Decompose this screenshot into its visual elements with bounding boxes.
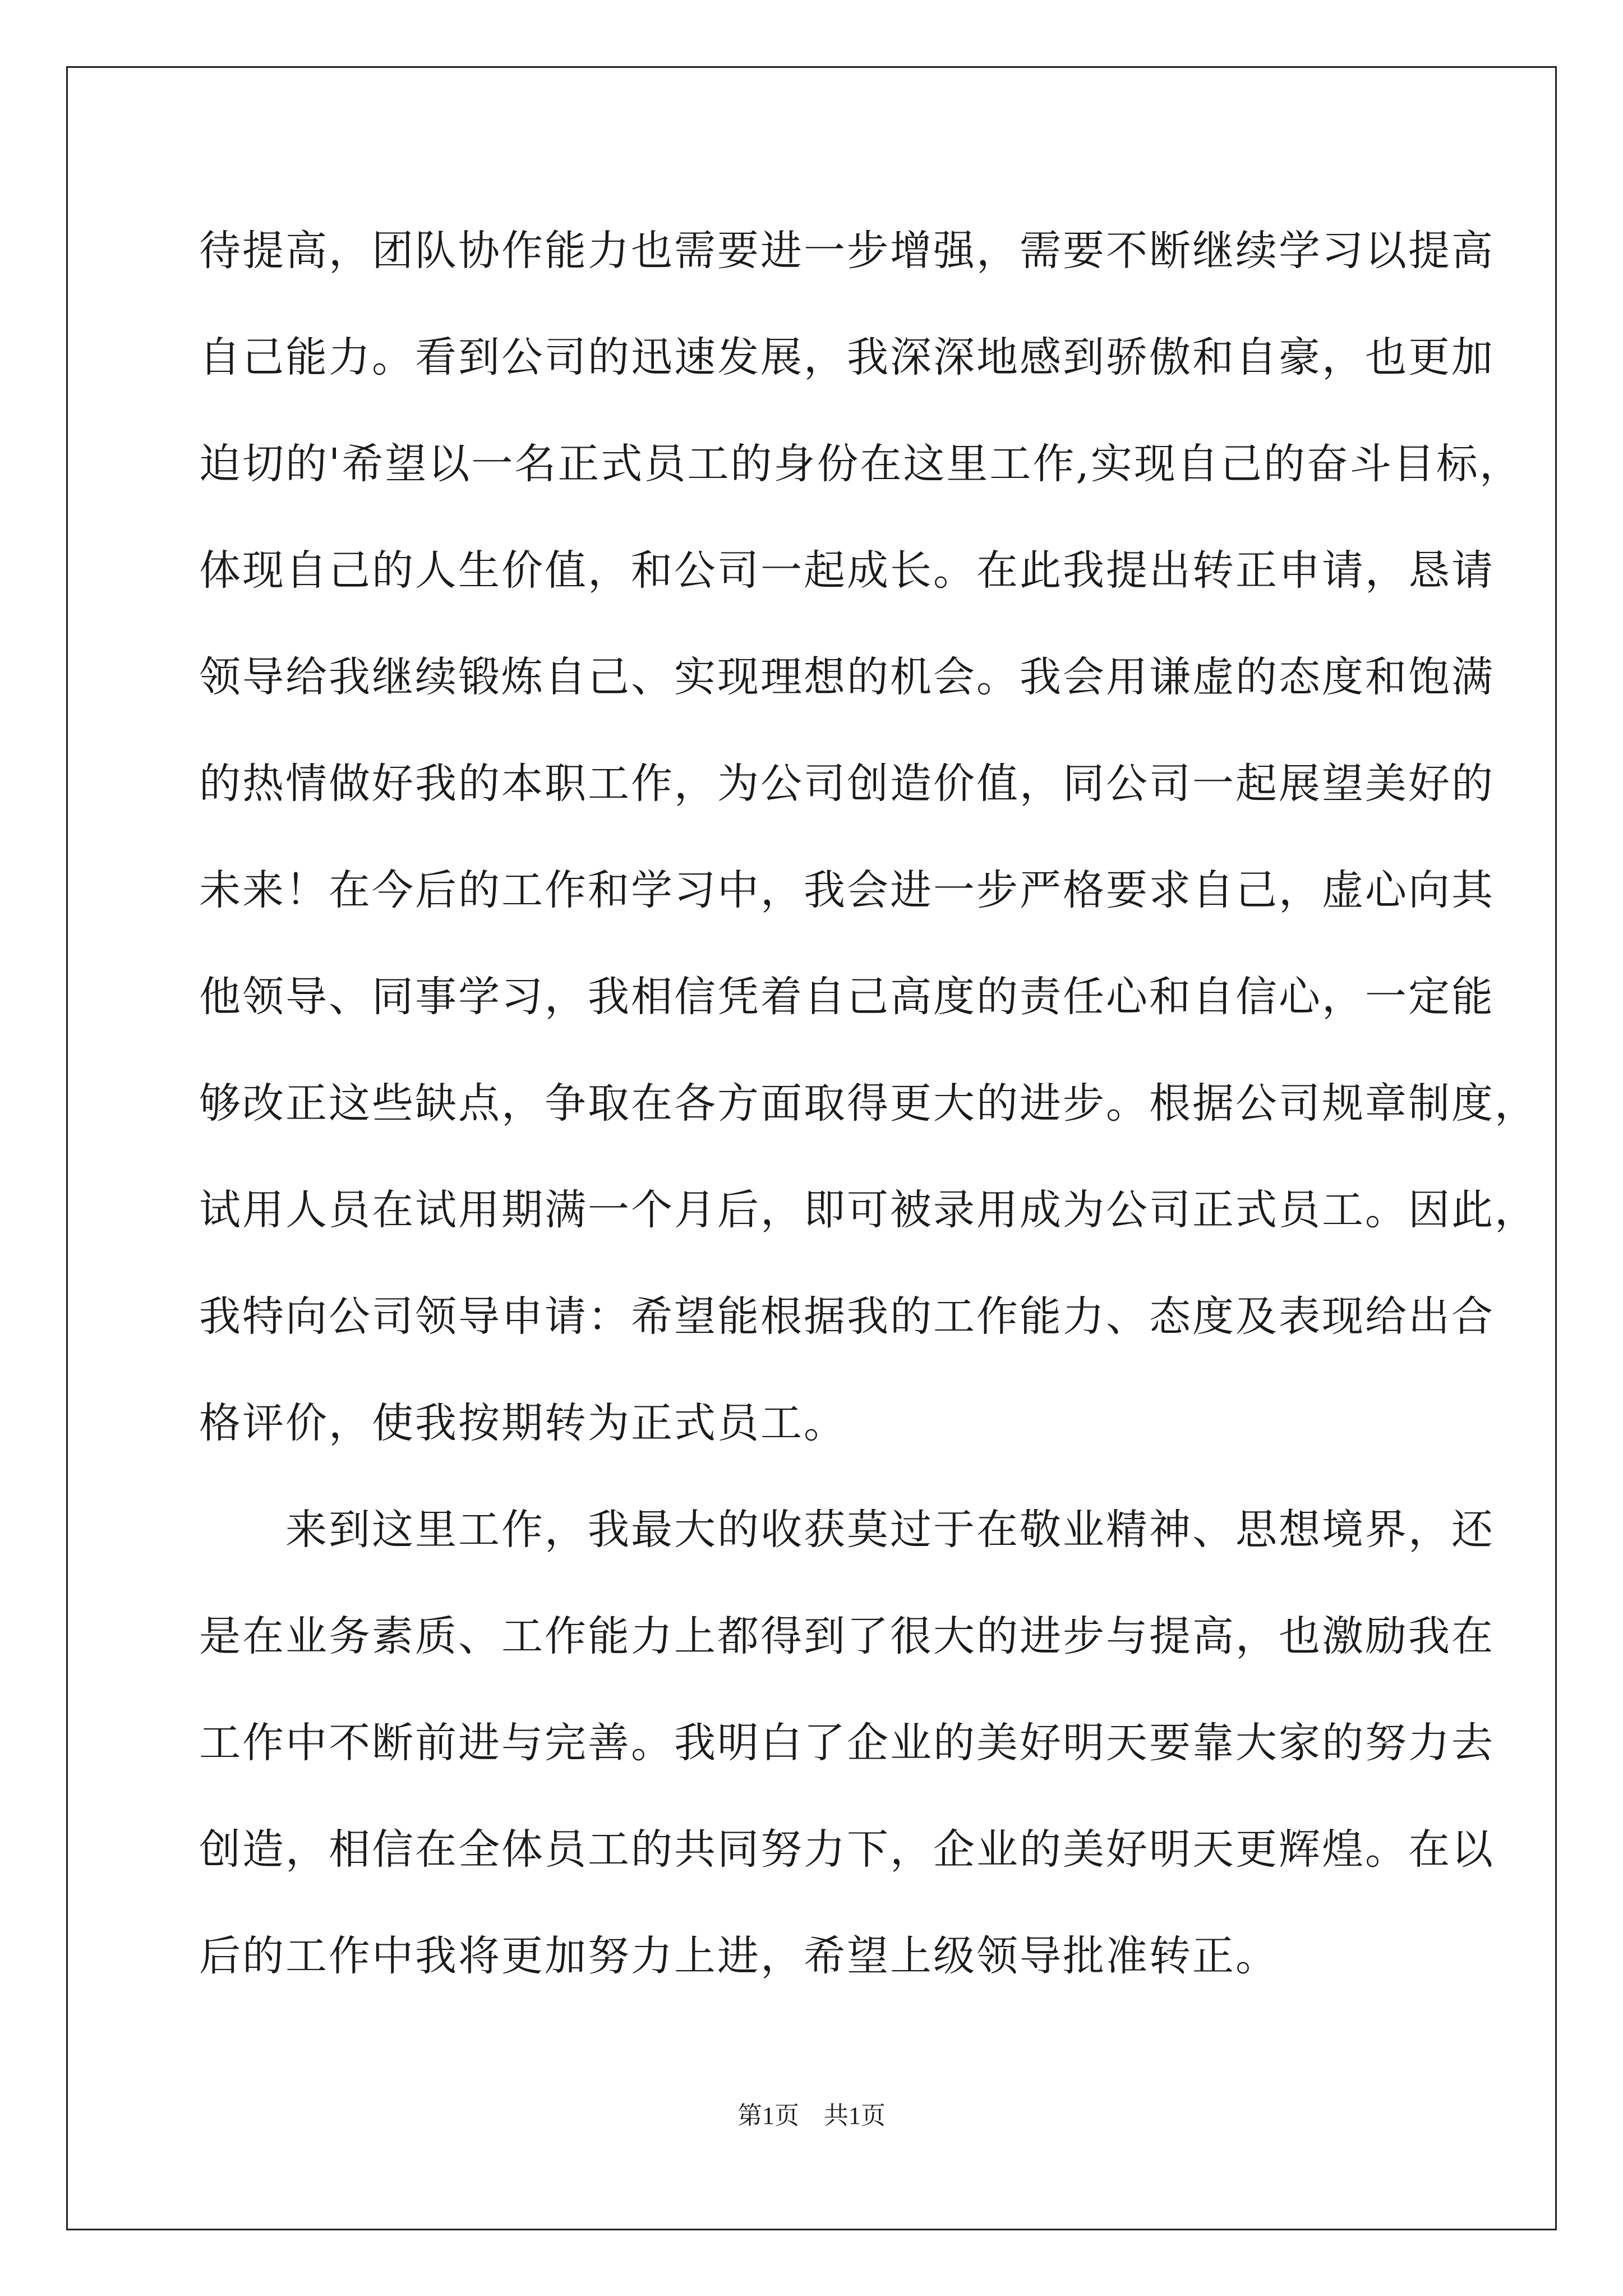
text-line: 迫切的'希望以一名正式员工的身份在这里工作,实现自己的奋斗目标， — [199, 440, 1523, 488]
document-body — [199, 220, 1538, 2032]
text-line: 的热情做好我的本职工作，为公司创造价值，同公司一起展望美好的 — [199, 760, 1495, 808]
text-line: 工作中不断前进与完善。我明白了企业的美好明天要靠大家的努力去 — [199, 1719, 1495, 1767]
text-line: 试用人员在试用期满一个月后，即可被录用成为公司正式员工。因此， — [199, 1186, 1538, 1234]
text-line: 是在业务素质、工作能力上都得到了很大的进步与提高，也激励我在 — [199, 1612, 1495, 1660]
text-line: 够改正这些缺点，争取在各方面取得更大的进步。根据公司规章制度， — [199, 1079, 1538, 1128]
page-number: 第1页 — [737, 2102, 799, 2129]
text-line: 未来！在今后的工作和学习中，我会进一步严格要求自己，虚心向其 — [199, 866, 1495, 914]
page-total: 共1页 — [824, 2102, 886, 2129]
text-line: 创造，相信在全体员工的共同努力下，企业的美好明天更辉煌。在以 — [199, 1825, 1495, 1874]
paragraph-start-line: 来到这里工作，我最大的收获莫过于在敬业精神、思想境界，还 — [199, 1506, 1495, 1554]
text-line: 我特向公司领导申请：希望能根据我的工作能力、态度及表现给出合 — [199, 1292, 1495, 1341]
page-footer — [0, 2099, 1623, 2133]
text-line: 后的工作中我将更加努力上进，希望上级领导批准转正。 — [199, 1932, 1279, 1980]
text-line: 待提高，团队协作能力也需要进一步增强，需要不断继续学习以提高 — [199, 227, 1495, 275]
text-line: 自己能力。看到公司的迅速发展，我深深地感到骄傲和自豪，也更加 — [199, 333, 1495, 381]
text-line: 格评价，使我按期转为正式员工。 — [199, 1399, 847, 1447]
text-line: 他领导、同事学习，我相信凭着自己高度的责任心和自信心，一定能 — [199, 973, 1495, 1021]
text-line: 领导给我继续锻炼自己、实现理想的机会。我会用谦虚的态度和饱满 — [199, 653, 1495, 701]
text-line: 体现自己的人生价值，和公司一起成长。在此我提出转正申请，恳请 — [199, 546, 1495, 595]
